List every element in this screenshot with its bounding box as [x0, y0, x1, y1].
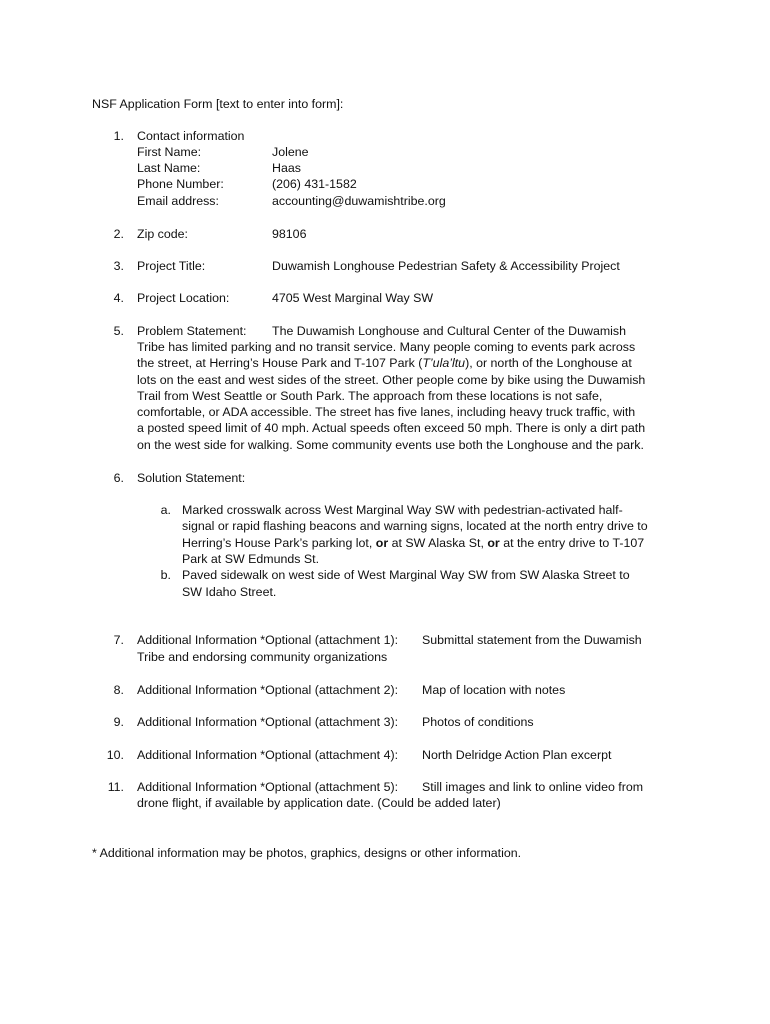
- project-location-label: Project Location:: [137, 291, 230, 305]
- problem-label: Problem Statement:: [137, 324, 247, 338]
- additional-value: Still images and link to online video from: [422, 780, 644, 794]
- project-title-value: Duwamish Longhouse Pedestrian Safety & Accessibility Project: [272, 259, 620, 273]
- additional-continuation: Tribe and endorsing community organizations: [137, 650, 388, 664]
- additional-value: Photos of conditions: [422, 715, 534, 729]
- problem-line: Tribe has limited parking and no transit service. Many people coming to events park across: [137, 340, 636, 354]
- additional-label: Additional Information *Optional (attachment 5):: [137, 780, 399, 794]
- problem-line: a posted speed limit of 40 mph. Actual speeds often exceed 50 mph. There is only a dirt path: [137, 421, 646, 435]
- item-number: 8.: [113, 683, 124, 697]
- problem-line: comfortable, or ADA accessible. The street has five lanes, including heavy truck traffic, with: [137, 405, 636, 419]
- email-label: Email address:: [137, 194, 219, 208]
- project-location-value: 4705 West Marginal Way SW: [272, 291, 434, 305]
- phone-value: (206) 431-1582: [272, 177, 357, 191]
- item-number: 7.: [113, 633, 124, 647]
- solution-line: signal or rapid flashing beacons and warning signs, located at the north entry drive to: [182, 519, 648, 533]
- item-number: 2.: [113, 227, 124, 241]
- additional-label: Additional Information *Optional (attachment 4):: [137, 748, 399, 762]
- additional-value: Map of location with notes: [422, 683, 566, 697]
- footnote: * Additional information may be photos, graphics, designs or other information.: [92, 846, 522, 860]
- problem-line: The Duwamish Longhouse and Cultural Center of the Duwamish: [272, 324, 627, 338]
- form-title: NSF Application Form [text to enter into form]:: [92, 97, 344, 111]
- additional-label: Additional Information *Optional (attachment 1):: [137, 633, 399, 647]
- item-number: 10.: [106, 748, 124, 762]
- zip-label: Zip code:: [137, 227, 188, 241]
- item-number: 11.: [107, 780, 124, 794]
- problem-line: the street, at Herring’s House Park and T-107 Park (T’ula’ltu), or north of the Longhouse at: [137, 356, 632, 370]
- solution-line: Park at SW Edmunds St.: [182, 552, 320, 566]
- problem-line: on the west side for walking. Some community events use both the Longhouse and the park.: [137, 438, 644, 452]
- additional-label: Additional Information *Optional (attachment 2):: [137, 683, 399, 697]
- phone-label: Phone Number:: [137, 177, 224, 191]
- zip-value: 98106: [272, 227, 307, 241]
- item-number: 9.: [113, 715, 124, 729]
- email-value: accounting@duwamishtribe.org: [272, 194, 446, 208]
- additional-value: Submittal statement from the Duwamish: [422, 633, 642, 647]
- solution-line: SW Idaho Street.: [182, 585, 277, 599]
- contact-heading: Contact information: [137, 129, 245, 143]
- item-number: 4.: [113, 291, 124, 305]
- item-number: 1.: [113, 129, 124, 143]
- last-name-value: Haas: [272, 161, 301, 175]
- solution-line: Paved sidewalk on west side of West Marginal Way SW from SW Alaska Street to: [182, 568, 630, 582]
- first-name-value: Jolene: [272, 145, 309, 159]
- problem-line: Trail from West Seattle or South Park. The approach from these locations is not safe,: [137, 389, 603, 403]
- item-number: 6.: [113, 471, 124, 485]
- solution-line: Marked crosswalk across West Marginal Way SW with pedestrian-activated half-: [182, 503, 623, 517]
- item-number: 5.: [113, 324, 124, 338]
- sub-item-marker: a.: [160, 503, 171, 517]
- solution-line: Herring’s House Park’s parking lot, or at SW Alaska St, or at the entry drive to T-107: [182, 536, 645, 550]
- sub-item-marker: b.: [160, 568, 171, 582]
- additional-label: Additional Information *Optional (attachment 3):: [137, 715, 399, 729]
- first-name-label: First Name:: [137, 145, 202, 159]
- problem-line: lots on the east and west sides of the street. Other people come by bike using the Duwamish: [137, 373, 646, 387]
- additional-continuation: drone flight, if available by application date. (Could be added later): [137, 796, 501, 810]
- last-name-label: Last Name:: [137, 161, 201, 175]
- additional-value: North Delridge Action Plan excerpt: [422, 748, 612, 762]
- item-number: 3.: [113, 259, 124, 273]
- project-title-label: Project Title:: [137, 259, 206, 273]
- solution-label: Solution Statement:: [137, 471, 246, 485]
